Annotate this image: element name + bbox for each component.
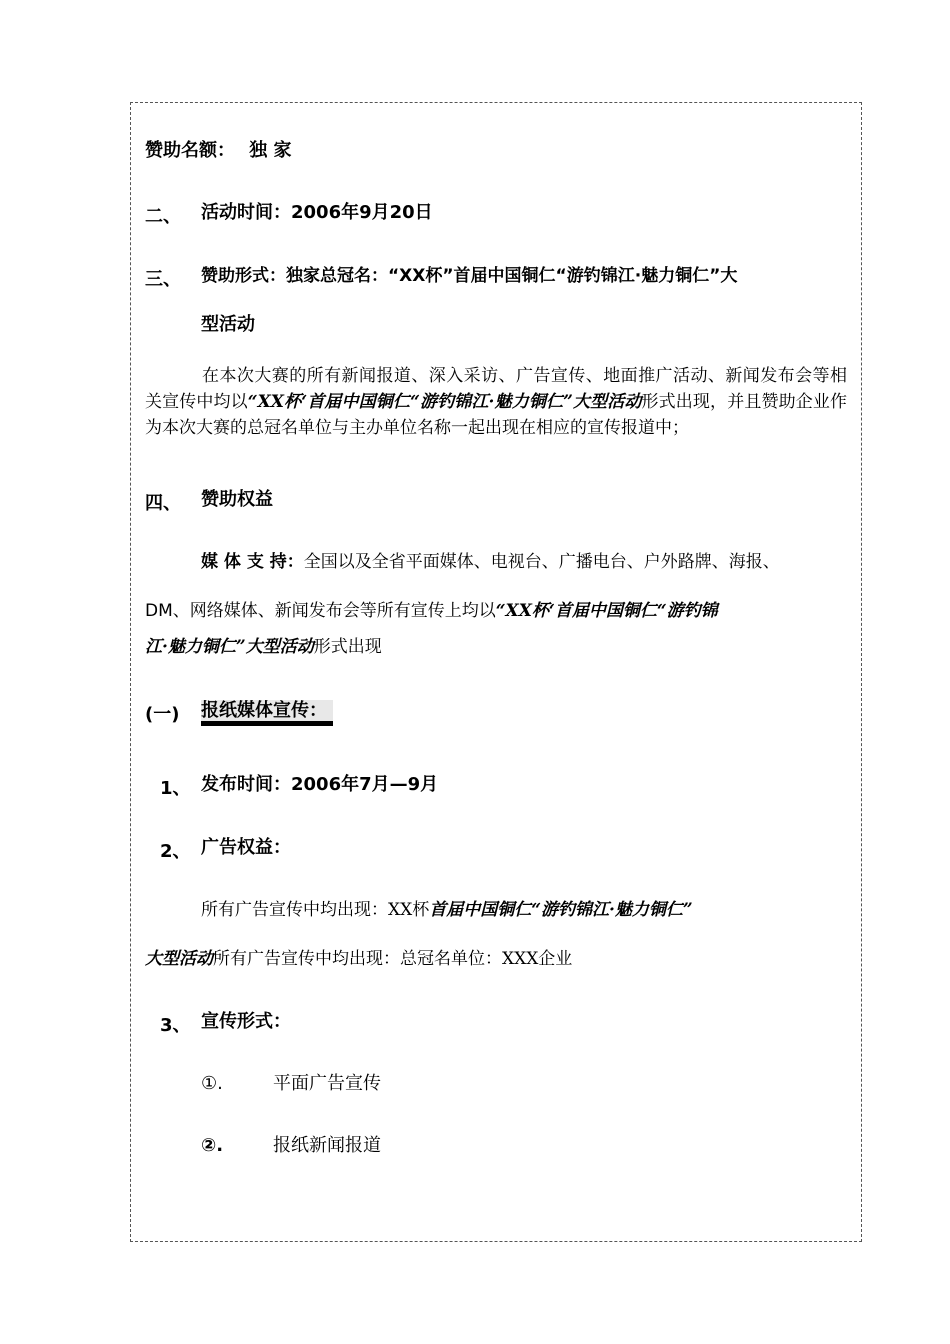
promo-form-heading: 宣传形式： <box>201 1011 291 1032</box>
activity-time: 活动时间：2006年9月20日 <box>201 202 433 223</box>
ad-rights-text: 所有广告宣传中均出现：XX杯首届中国铜仁“游钓锦江·魅力铜仁” <box>201 900 693 920</box>
subsection-number: (一) <box>145 704 180 725</box>
sponsor-form: 赞助形式：独家总冠名：“XX杯”首届中国铜仁“游钓锦江·魅力铜仁”大 <box>201 266 738 286</box>
publish-time: 发布时间：2006年7月—9月 <box>201 774 439 795</box>
ad-rights-text-cont: 大型活动所有广告宣传中均出现：总冠名单位：XXX企业 <box>145 949 573 969</box>
media-support: 媒 体 支 持：全国以及全省平面媒体、电视台、广播电台、户外路牌、海报、 <box>201 552 780 572</box>
list-item: ①. 平面广告宣传 <box>201 1073 381 1094</box>
list-item: ②. 报纸新闻报道 <box>201 1135 381 1156</box>
sponsor-quota: 赞助名额： 独 家 <box>145 140 292 161</box>
sponsor-rights-heading: 赞助权益 <box>201 489 273 510</box>
item-number: 3、 <box>160 1015 191 1036</box>
section-number: 三、 <box>145 269 181 290</box>
item-number: 2、 <box>160 841 191 862</box>
ad-rights-heading: 广告权益： <box>201 837 291 858</box>
section-number: 四、 <box>145 493 181 514</box>
media-support-cont: 江·魅力铜仁”大型活动形式出现 <box>145 637 382 657</box>
newspaper-media-heading: 报纸媒体宣传： <box>201 700 333 722</box>
sponsor-description: 在本次大赛的所有新闻报道、深入采访、广告宣传、地面推广活动、新闻发布会等相关宣传中均以“XX杯‘首届中国铜仁“游钓锦江·魅力铜仁”大型活动形式出现，并且赞助企业作为本次大赛的总冠名单位与主办单位名称一起出现在相应的宣传报道中； <box>145 366 847 438</box>
item-number: 1、 <box>160 778 191 799</box>
media-support-cont: DM、网络媒体、新闻发布会等所有宣传上均以“XX杯‘首届中国铜仁“游钓锦 <box>145 601 718 621</box>
section-number: 二、 <box>145 206 181 227</box>
sponsor-form-cont: 型活动 <box>201 314 255 335</box>
